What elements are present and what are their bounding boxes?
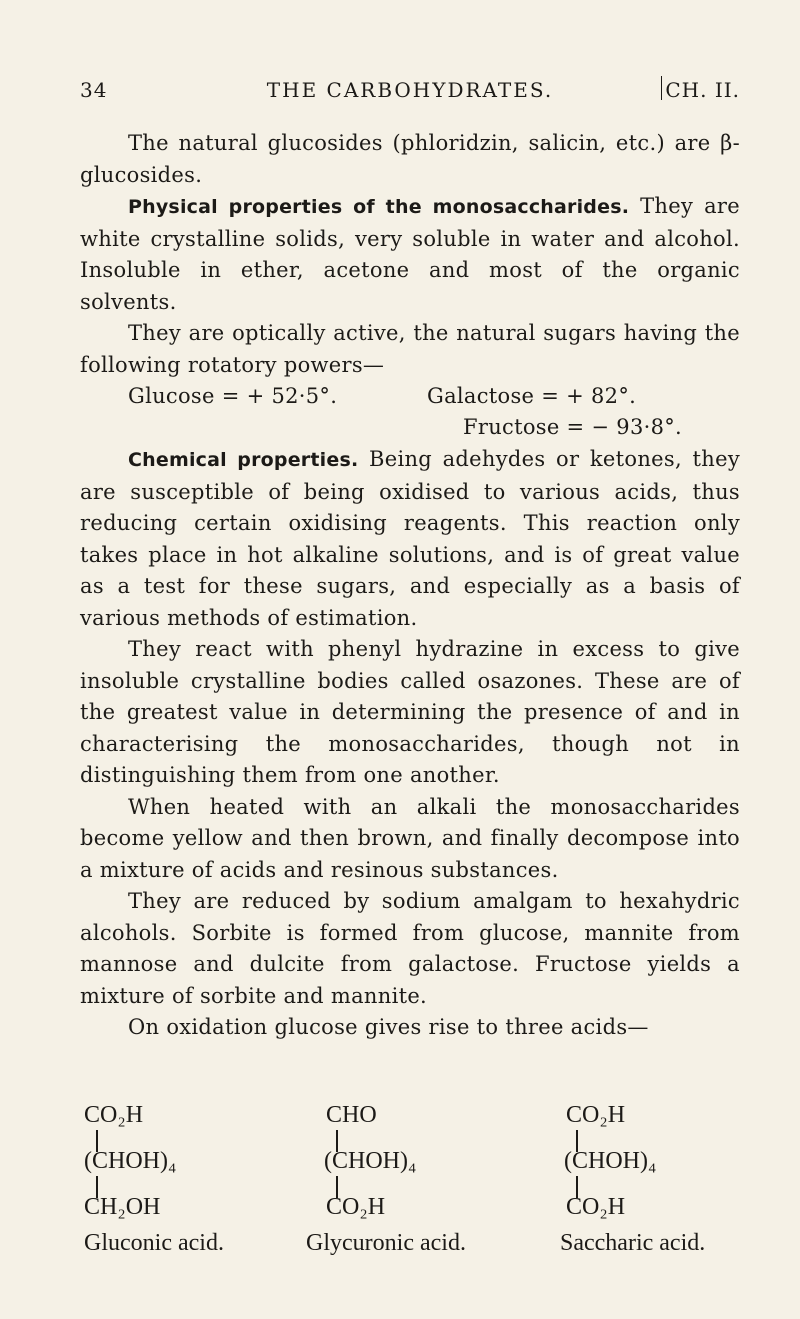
structural-formulas [80, 1102, 780, 1312]
paragraph [80, 191, 740, 318]
formula-middle: (CHOH)₄ [564, 1148, 657, 1174]
paragraph-body: They are white crystalline solids, very soluble in water and alcohol. Insoluble in ether, acetone and most of the organic solvents. [80, 194, 740, 314]
body-text [80, 128, 740, 1044]
formula-middle: (CHOH)₄ [84, 1148, 177, 1174]
formula-caption: Glycuronic acid. [306, 1230, 466, 1256]
formula-middle: (CHOH)₄ [324, 1148, 417, 1174]
rotation-table [80, 381, 740, 444]
formula-top: CHO [326, 1102, 377, 1128]
paragraph: They react with phenyl hydrazine in excess to give insoluble crystalline bodies called osazones. These are of the greatest value in determining the presence of and in characterising the monosaccharides, though not in distinguishing them from one another. [80, 637, 740, 787]
running-header [80, 78, 740, 108]
formula-caption: Saccharic acid. [560, 1230, 706, 1256]
rotation-fructose: Fructose = − 93·8°. [463, 415, 683, 439]
running-title: THE CARBOHYDRATES. [266, 78, 554, 102]
rotation-galactose: Galactose = + 82°. [427, 384, 637, 408]
section-heading: Physical properties of the monosaccharides. [128, 196, 630, 218]
paragraph: When heated with an alkali the monosaccharides become yellow and then brown, and finally decompose into a mixture of acids and resinous substances. [80, 794, 740, 882]
chapter-label: CH. II. [665, 78, 740, 102]
paragraph: They are optically active, the natural sugars having the following rotatory powers— [80, 321, 740, 377]
rotation-glucose: Glucose = + 52·5°. [128, 384, 338, 408]
formula-caption: Gluconic acid. [84, 1230, 224, 1256]
page-number: 34 [80, 78, 108, 102]
paragraph-body: Being adehydes or ketones, they are susceptible of being oxidised to various acids, thus reducing certain oxidising reagents. This reaction only takes place in hot alkaline solutions, and is of great value as a test for these sugars, and especially as a basis of various methods of estimation. [80, 447, 740, 630]
paragraph: The natural glucosides (phloridzin, salicin, etc.) are β-glucosides. [80, 131, 740, 187]
paragraph [80, 444, 740, 634]
section-heading: Chemical properties. [128, 449, 359, 471]
formula-top: CO₂H [84, 1102, 144, 1128]
formula-bottom: CH₂OH [84, 1194, 161, 1220]
paragraph: On oxidation glucose gives rise to three acids— [128, 1015, 649, 1039]
formula-bottom: CO₂H [566, 1194, 626, 1220]
formula-bottom: CO₂H [326, 1194, 386, 1220]
paragraph: They are reduced by sodium amalgam to hexahydric alcohols. Sorbite is formed from glucose, mannite from mannose and dulcite from galactose. Fructose yields a mixture of sorbite and mannite. [80, 889, 740, 1008]
formula-top: CO₂H [566, 1102, 626, 1128]
